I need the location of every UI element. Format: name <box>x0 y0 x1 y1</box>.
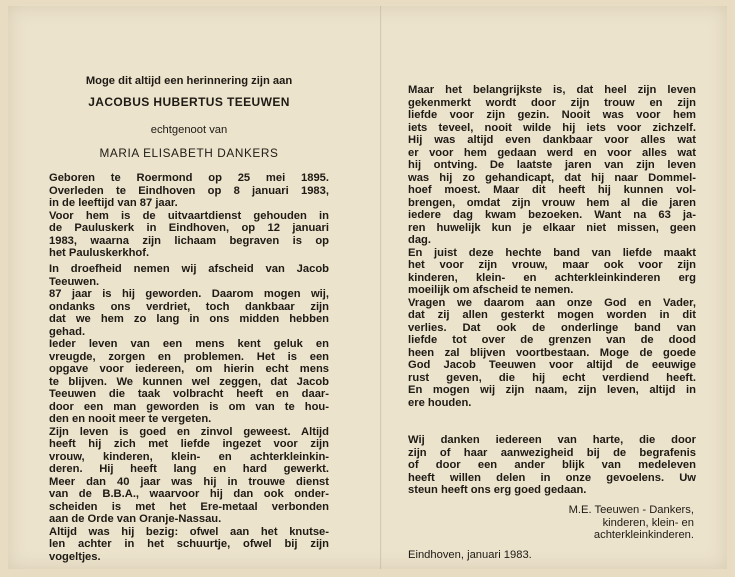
text-line: liefde voor zijn gezin. Nooit was voor hem <box>408 109 696 121</box>
spouse-name: MARIA ELISABETH DANKERS <box>99 146 279 160</box>
text-line: iets teveel, nooit wilde hij iets voor zichzelf. <box>408 121 696 134</box>
text-line: moeilijk om afscheid te nemen. <box>408 284 574 296</box>
text-line: liefde tot over de grenzen van de dood <box>408 334 696 346</box>
text-line: En juist deze hechte band van liefde maakt <box>408 246 696 259</box>
text-line: Hij was altijd even dankbaar voor alles wat <box>408 134 696 146</box>
text-line: rust geven, die hij echt verdiend heeft. <box>408 371 696 384</box>
text-line: kinderen, klein- en achterkleinkinderen erg <box>408 271 696 284</box>
text-line: te blijven. We kunnen wel zeggen, dat Jacob <box>49 375 329 388</box>
thanks-line: of door een ander blijk van medeleven <box>408 459 696 471</box>
text-line: heeft hij zich met liefde ingezet voor zijn <box>49 438 329 450</box>
center-fold <box>380 6 382 569</box>
text-line: dag. <box>408 234 431 246</box>
text-line: Ieder leven van een mens kent geluk en <box>49 338 329 350</box>
text-line: Zijn leven is goed en zinvol geweest. Altijd <box>49 425 329 438</box>
text-line: iedere dag kwam bezoeken. Want na 63 ja- <box>408 209 696 221</box>
text-line: verlies. Dat ook de onderlinge band van <box>408 321 696 334</box>
text-line: deren. Hij heeft lang en hard gewerkt. <box>49 463 329 475</box>
text-line: In droefheid nemen wij afscheid van Jacob <box>49 263 329 275</box>
text-line: Overleden te Eindhoven op 8 januari 1983, <box>49 184 329 197</box>
text-line: len achter in het schuurtje, ofwel bij zijn <box>49 538 329 550</box>
text-line: dat zij allen gesterkt mogen worden in dit <box>408 309 696 321</box>
text-line: Meer dan 40 jaar was hij in trouwe dienst <box>49 475 329 488</box>
text-line: ere houden. <box>408 396 472 409</box>
text-line: brengen, omdat zijn vrouw hem al die jaren <box>408 196 696 209</box>
text-line: van de B.B.A., waarvoor hij dan ook onder- <box>49 488 329 500</box>
text-line: vogeltjes. <box>49 550 101 563</box>
text-line: En mogen wij zijn naam, zijn leven, altijd in <box>408 384 696 396</box>
text-line: Teeuwen. <box>49 275 100 288</box>
text-line: Vragen we daarom aan onze God en Vader, <box>408 296 696 309</box>
text-line: vrouw, kinderen, klein- en achterkleinkin- <box>49 450 329 463</box>
text-line: ren huwelijk kun je elkaar niet missen, geen <box>408 221 696 234</box>
text-line: was hij zo gehandicapt, dat hij naar Dommel- <box>408 171 696 184</box>
thanks-line: steun heeft ons erg goed gedaan. <box>408 484 587 496</box>
text-line: het Pauluskerkhof. <box>49 247 150 259</box>
deceased-name: JACOBUS HUBERTUS TEEUWEN <box>88 95 290 109</box>
signature-line: kinderen, klein- en <box>602 516 694 529</box>
thanks-line: heeft willen delen in onze gevoelens. Uw <box>408 471 696 484</box>
text-line: hoef moest. Maar dit heeft hij kunnen vol- <box>408 184 696 196</box>
text-line: heen zal blijven voortbestaan. Moge de goede <box>408 346 696 359</box>
text-line: Teeuwen die taak volbracht heeft en daar- <box>49 388 329 400</box>
relation-text: echtgenoot van <box>150 124 228 136</box>
text-line: de Pauluskerk in Eindhoven, op 12 januari <box>49 222 329 234</box>
thanks-line: Wij danken iedereen van harte, die door <box>408 434 696 446</box>
intro-line: Moge dit altijd een herinnering zijn aan <box>85 75 293 87</box>
text-line: 87 jaar is hij geworden. Daarom mogen wij, <box>49 288 329 300</box>
text-line: Altijd was hij bezig: ofwel aan het knutse- <box>49 525 329 538</box>
text-line: Geboren te Roermond op 25 mei 1895. <box>49 172 329 184</box>
text-line: opgave voor iedereen, om hierin echt mens <box>49 363 329 375</box>
text-line: er voor hem gedaan werd en voor alles wat <box>408 146 696 159</box>
place-date: Eindhoven, januari 1983. <box>408 549 532 561</box>
thanks-line: zijn of haar aanwezigheid bij de begrafenis <box>408 446 696 459</box>
text-line: dat we hem zo lang in ons midden hebben <box>49 313 329 325</box>
text-line: hij ontving. De laatste jaren van zijn leven <box>408 159 696 171</box>
text-line: door een man geworden is om van te hou- <box>49 400 329 413</box>
text-line: ondanks ons verdriet, toch dankbaar zijn <box>49 300 329 313</box>
text-line: den en nooit meer te vergeten. <box>49 413 212 425</box>
text-line: gekenmerkt wordt door zijn trouw en zijn <box>408 96 696 109</box>
signature-line: achterkleinkinderen. <box>593 529 694 541</box>
text-line: Voor hem is de uitvaartdienst gehouden in <box>49 209 329 222</box>
memorial-card <box>8 6 727 569</box>
text-line: gehad. <box>49 325 86 338</box>
text-line: in de leeftijd van 87 jaar. <box>49 197 178 209</box>
text-line: vreugde, zorgen en problemen. Het is een <box>49 350 329 363</box>
text-line: scheiden is met het Ere-metaal verbonden <box>49 500 329 513</box>
text-line: 1983, waarna zijn lichaam begraven is op <box>49 234 329 247</box>
text-line: God Jacob Teeuwen voor altijd de eeuwige <box>408 359 696 371</box>
text-line: aan de Orde van Oranje-Nassau. <box>49 513 222 525</box>
signature-line: M.E. Teeuwen - Dankers, <box>568 504 694 516</box>
text-line: Maar het belangrijkste is, dat heel zijn leven <box>408 84 696 96</box>
text-line: het voor zijn vrouw, maar ook voor zijn <box>408 259 696 271</box>
